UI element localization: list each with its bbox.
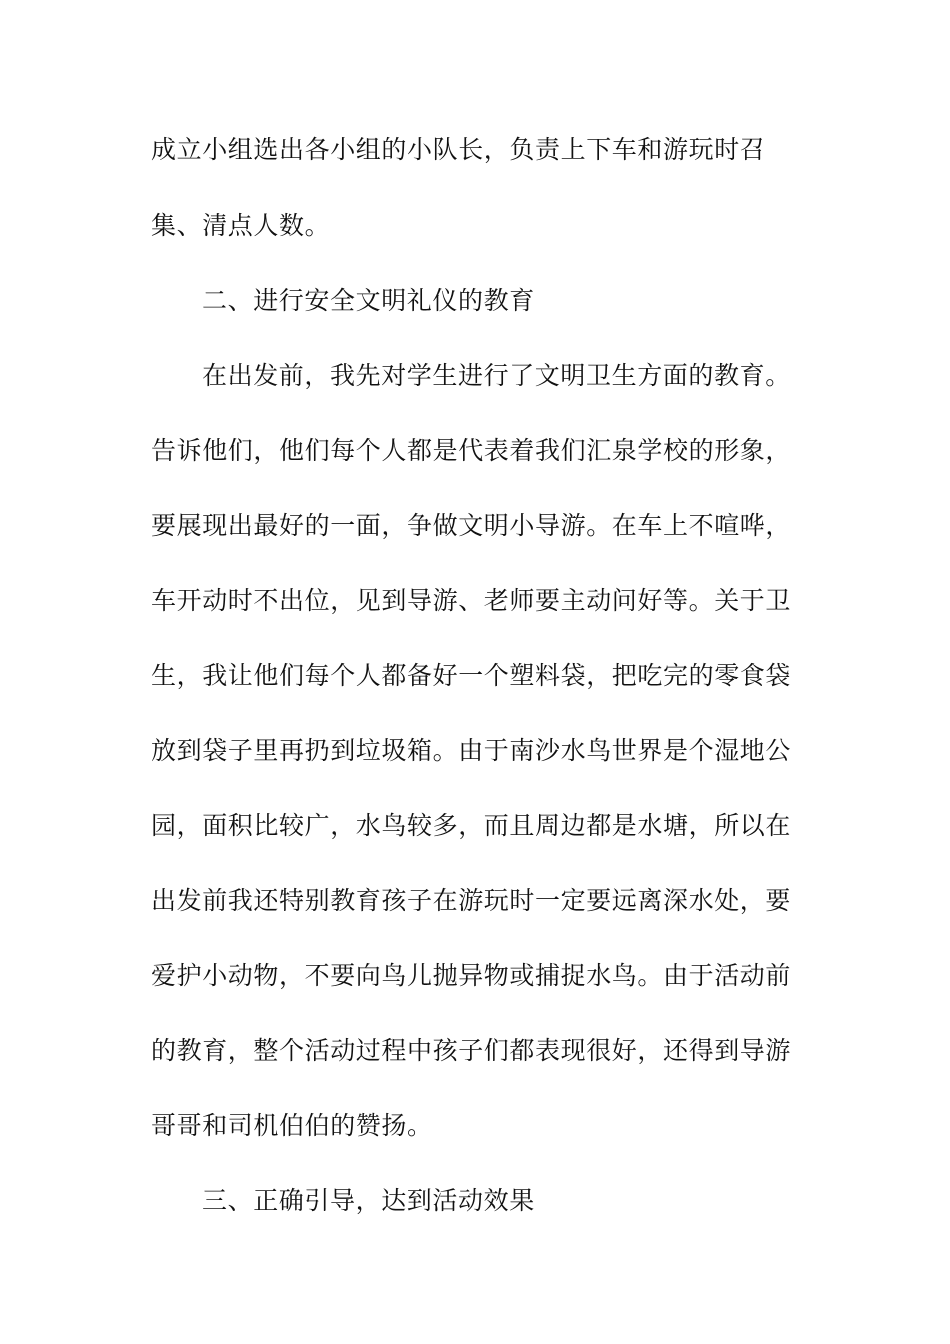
paragraph-line: 集、清点人数。 <box>151 211 331 240</box>
paragraph-line: 哥哥和司机伯伯的赞扬。 <box>151 1111 433 1140</box>
paragraph-line: 的教育，整个活动过程中孩子们都表现很好，还得到导游 <box>151 1036 792 1065</box>
paragraph-line: 生，我让他们每个人都备好一个塑料袋，把吃完的零食袋 <box>151 661 792 690</box>
paragraph-line: 在出发前，我先对学生进行了文明卫生方面的教育。 <box>202 361 791 390</box>
paragraph-line: 放到袋子里再扔到垃圾箱。由于南沙水鸟世界是个湿地公 <box>151 736 792 765</box>
paragraph-line: 成立小组选出各小组的小队长，负责上下车和游玩时召 <box>151 135 766 164</box>
section-heading: 三、正确引导，达到活动效果 <box>202 1186 535 1215</box>
paragraph-line: 告诉他们，他们每个人都是代表着我们汇泉学校的形象， <box>151 436 792 465</box>
section-heading: 二、进行安全文明礼仪的教育 <box>202 286 535 315</box>
paragraph-line: 车开动时不出位，见到导游、老师要主动问好等。关于卫 <box>151 586 792 615</box>
paragraph-line: 出发前我还特别教育孩子在游玩时一定要远离深水处，要 <box>151 886 792 915</box>
paragraph-line: 爱护小动物，不要向鸟儿抛异物或捕捉水鸟。由于活动前 <box>151 961 792 990</box>
paragraph-line: 要展现出最好的一面，争做文明小导游。在车上不喧哗， <box>151 511 792 540</box>
paragraph-line: 园，面积比较广，水鸟较多，而且周边都是水塘，所以在 <box>151 811 792 840</box>
